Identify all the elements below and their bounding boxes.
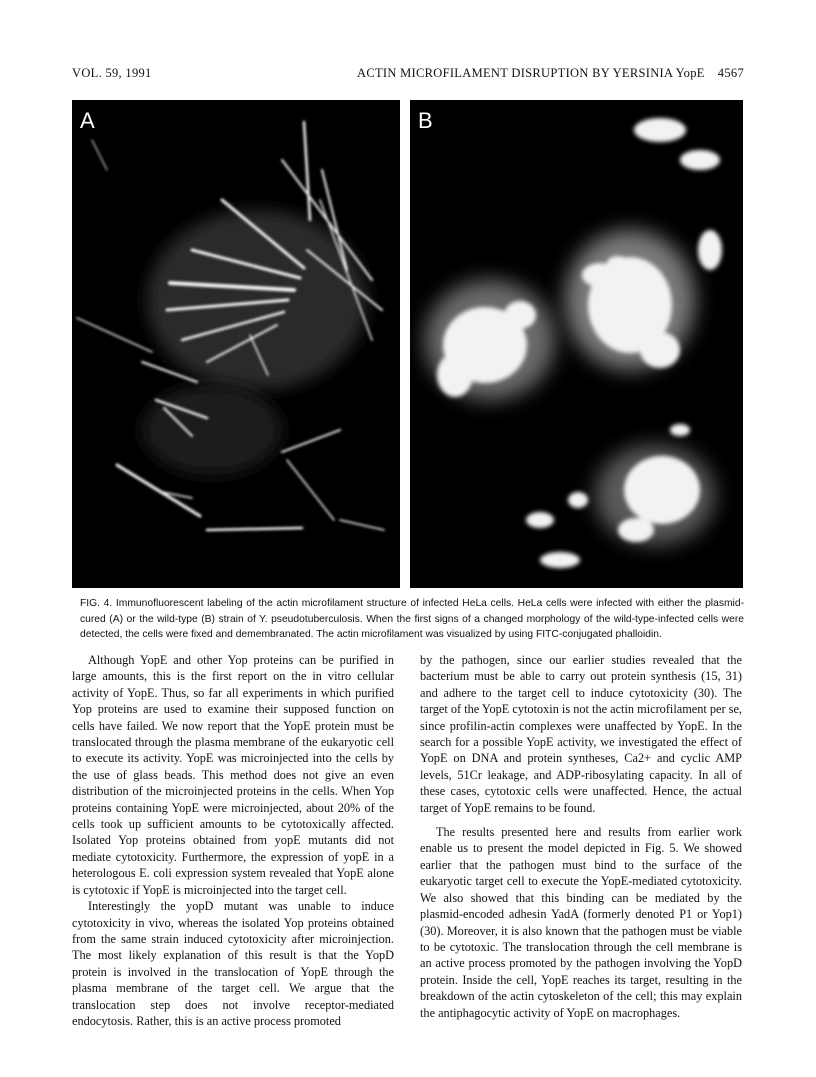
figure-panel-b [410, 100, 743, 588]
running-title: ACTIN MICROFILAMENT DISRUPTION BY YERSINIA YopE [357, 66, 705, 80]
figure-panel-a [72, 100, 400, 588]
figure-caption: FIG. 4. Immunofluorescent labeling of the actin microfilament structure of infected HeLa cells. HeLa cells were infected with either the plasmid-cured (A) or the wild-type (B) strain of Y. pseudotuberculosis. When the first signs of a changed morphology of the wild-type-infected cells were detected, the cells were fixed and demembranated. The actin microfilament was visualized by using FITC-conjugated phalloidin. [80, 598, 744, 640]
journal-volume: VOL. 59, 1991 [72, 66, 152, 80]
page-number: 4567 [717, 66, 744, 80]
body-column-left [72, 652, 394, 1029]
body-paragraph: Although YopE and other Yop proteins can be purified in large amounts, this is the first report on the in vitro cellular activity of YopE. Thus, so far all experiments in which purified Yop proteins are used to examine their supposed function on cells have failed. We now report that the YopE protein must be translocated through the plasma membrane of the eukaryotic cell to execute its activity. YopE was microinjected into the cells by the use of glass beads. This method does not give an even distribution of the microinjected proteins in the cells. When Yop proteins containing YopE were microinjected, about 20% of the cells took up sufficient amounts to be cytotoxically affected. Isolated Yop proteins obtained from yopE mutants did not mediate cytotoxicity. Furthermore, the expression of yopE in a heterologous E. coli expression system revealed that YopE alone is cytotoxic if YopE is microinjected into the target cell. [72, 653, 394, 897]
panel-a-label: A [80, 108, 95, 133]
panel-a-micrograph [72, 100, 400, 588]
running-header [72, 66, 744, 86]
panel-b-label: B [418, 108, 433, 133]
body-paragraph: Interestingly the yopD mutant was unable to induce cytotoxicity in vivo, whereas the isolated Yop proteins obtained from the same strain induced cytotoxicity after microinjection. The most likely explanation of this result is that the YopD protein is involved in the translocation of YopE through the plasma membrane of the target cell. We argue that the translocation step does not involve receptor-mediated endocytosis. Rather, this is an active process promoted [72, 899, 394, 1028]
body-paragraph: by the pathogen, since our earlier studies revealed that the bacterium must be able to carry out protein synthesis (15, 31) and adhere to the target cell to induce cytotoxicity (30). The target of the YopE cytotoxin is not the actin microfilament per se, since profilin-actin complexes were unaffected by YopE. In the search for a possible YopE activity, we investigated the effect of YopE on DNA and protein syntheses, Ca2+ and cyclic AMP levels, 51Cr leakage, and ADP-ribosylating capacity. In all of these cases, cytotoxic cells were unaffected. Hence, the actual target of YopE remains to be found. [420, 653, 742, 815]
body-column-right [420, 652, 742, 1021]
body-paragraph: The results presented here and results from earlier work enable us to present the model depicted in Fig. 5. We showed earlier that the pathogen must bind to the surface of the eukaryotic target cell to execute the YopE-mediated cytotoxicity. We also showed that this binding can be mediated by the plasmid-encoded adhesin YadA (formerly denoted P1 or Yop1) (30). Moreover, it is also known that the pathogen must be viable to be cytotoxic. The translocation through the cell membrane is an active process promoted by the pathogen involving the YopD protein. Inside the cell, YopE reaches its target, resulting in the breakdown of the actin cytoskeleton of the cell; this may explain the antiphagocytic activity of YopE on macrophages. [420, 825, 742, 1020]
panel-b-micrograph [410, 100, 743, 588]
